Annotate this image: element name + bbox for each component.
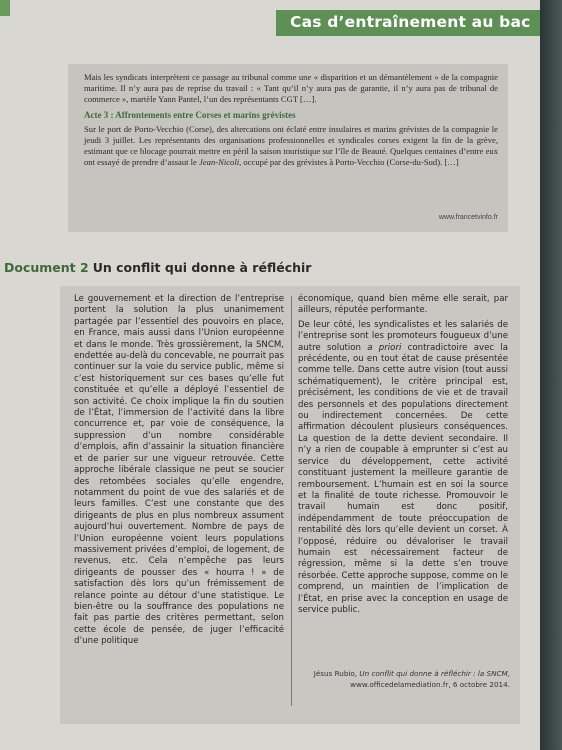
green-corner-strip [0,0,10,16]
left-column [74,294,284,651]
document2-label: Document 2 [4,260,89,275]
act-3-heading: Acte 3 : Affrontements entre Corses et marins grévistes [84,110,296,120]
excerpt-paragraph-2 [84,124,498,168]
citation-title: Un conflit qui donne à réfléchir : la SNCM [359,669,508,678]
citation-source: www.officedelamediation.fr, 6 octobre 2014. [350,680,510,689]
right-column-paragraph-2 [298,320,508,617]
document2-citation [298,668,510,690]
document2-text-box [60,286,520,724]
right-paragraph-2-italic: a priori [367,342,402,353]
document2-heading [4,260,311,275]
right-column [298,294,508,619]
excerpt-paragraph-2-start: Sur le port de Porto-Vecchio (Corse), des altercations ont éclaté entre insulaires et marins grévistes de la compagnie le jeudi 3 juillet. Les représentants des organisations professionnelles et syndicales corses exigent la fin de la grève, estimant que ce blocage pourrait mettre en péril la saison touristique sur l’île de Beauté. Quelques centaines d’entre eux ont essayé de prendre d’assaut le [84,124,498,167]
document1-excerpt [68,64,508,232]
right-paragraph-2-start: De leur côté, les syndicalistes et les salariés de l’entreprise sont les promoteurs fougueux d’une autre solution [298,319,508,353]
excerpt-paragraph-1: Mais les syndicats interprètent ce passage au tribunal comme une « disparition et un démantèlement » de la compagnie maritime. Il n’y aura pas de reprise du travail : « Tant qu’il n’y aura pas de garantie, il n’y aura pas de tribunal de commerce », martèle Yann Pantel, l’un des représentants CGT […]. [84,72,498,104]
right-column-paragraph-1: économique, quand bien même elle serait, par ailleurs, réputée performante. [298,294,508,316]
page-header-title: Cas d’entraînement au bac [290,13,531,31]
excerpt-paragraph-2-end: , occupé par des grévistes à Porto-Vecchio (Corse-du-Sud). […] [239,157,459,167]
document2-title: Un conflit qui donne à réfléchir [92,260,312,275]
citation-line-1 [298,668,510,679]
right-paragraph-2-end: contradictoire avec la précédente, ou en tout état de cause présentée comme telle. Dans cette autre vision (tout aussi schématiquement), le critère principal est, précisément, les conditions de vie et de travail des personnels et des populations directement ou indirectement concernées. De cette affirmation découlent plusieurs conséquences. La question de la dette devient secondaire. Il n’y a rien de coupable à emprunter si c’est au service du développement, cette activité constituant justement la meilleure garantie de remboursement. L’humain est en soi la source et la finalité de toute richesse. Promouvoir le travail humain est donc positif, indépendamment de toute préoccupation de rentabilité dès lors qu’elle devient un corset. À l’opposé, réduire ou dévaloriser le travail humain est nécessairement facteur de régression, même si la dette s’en trouve résorbée. Cette approche suppose, comme on le comprend, un maintien de l’implication de l’État, en prise avec la conception en usage de service public. [298,342,508,615]
citation-author: Jésus Rubio, [313,669,360,678]
column-divider [291,296,292,706]
left-column-text: Le gouvernement et la direction de l’entreprise portent la solution la plus unanimement partagée par l’essentiel des pouvoirs en place, en France, mais aussi dans l’Union européenne et dans le monde. Très grossièrement, la SNCM, endettée au-delà du concevable, ne pourrait pas continuer sur la voie du service public, même si c’est historiquement sur ces bases qu’elle fut constituée et qu’elle a déployé l’essentiel de son activité. Ce choix implique la fin du soutien de l’État, l’immersion de l’activité dans la libre concurrence et, par voie de conséquence, la suppression d’un nombre considérable d’emplois, afin d’assainir la situation financière et de parier sur une vigueur retrouvée. Cette approche libérale classique ne peut se soucier des retombées sociales qu’elle engendre, notamment du point de vue des salariés et de leurs familles. C’est une constante que des dirigeants de plus en plus nombreux assument aujourd’hui ouvertement. Nombre de pays de l’Union européenne voient leurs populations massivement privées d’emploi, de logement, de revenus, etc. Cela n’empêche pas leurs dirigeants de pousser des « hourra ! » de satisfaction dès lors qu’un frémissement de relance pointe au détour d’une statistique. Le bien-être ou la souffrance des populations ne fait pas partie des critères permettant, selon cette école de pensée, de juger l’efficacité d’une politique [74,294,284,647]
excerpt-source: www.francetvinfo.fr [438,214,498,221]
citation-comma: , [507,669,510,678]
page-edge-shadow [540,0,562,750]
ship-name: Jean-Nicoli [199,157,240,167]
